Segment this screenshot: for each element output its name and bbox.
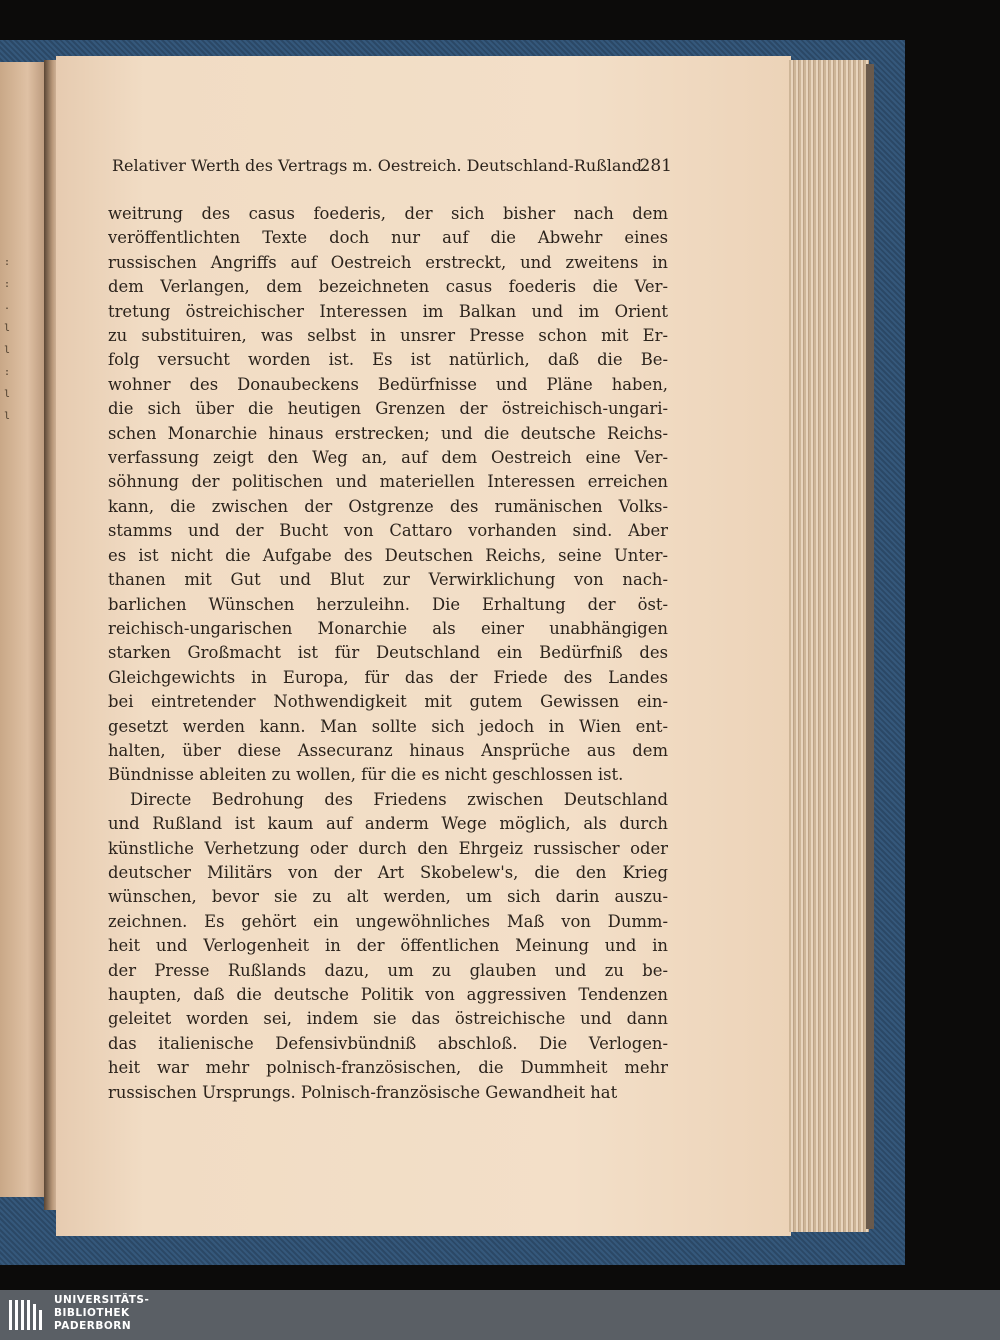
text-line: künstliche Verhetzung oder durch den Ehrgeiz russischer oder [108, 838, 668, 858]
text-line: heit war mehr polnisch-französischen, die Dummheit mehr [108, 1058, 668, 1078]
left-page-fragments [0, 252, 10, 428]
text-line: Gleichgewichts in Europa, für das der Friede des Landes [108, 667, 668, 687]
text-line: thanen mit Gut und Blut zur Verwirklichung von nach- [108, 570, 668, 590]
left-fragment: l [3, 411, 10, 422]
running-title: Relativer Werth des Vertrags m. Oestreich. Deutschland-Rußland. [112, 156, 648, 175]
left-fragment: . [3, 301, 10, 312]
library-logo-text [54, 1294, 149, 1333]
left-fragment: l [3, 323, 10, 334]
text-line: und Rußland ist kaum auf anderm Wege möglich, als durch [108, 814, 668, 834]
text-line: das italienische Defensivbündniß abschloß. Die Verlogen- [108, 1033, 668, 1053]
text-line: barlichen Wünschen herzuleihn. Die Erhaltung der öst- [108, 594, 668, 614]
page-number: 281 [639, 156, 672, 176]
logo-line: PADERBORN [54, 1320, 132, 1332]
text-line: geleitet worden sei, indem sie das östreichische und dann [108, 1009, 668, 1029]
running-header [112, 156, 672, 175]
text-line: wünschen, bevor sie zu alt werden, um sich darin auszu- [108, 887, 668, 907]
page-stack-shadow [866, 64, 874, 1229]
text-line: veröffentlichten Texte doch nur auf die Abwehr eines [108, 228, 668, 248]
text-line: der Presse Rußlands dazu, um zu glauben und zu be- [108, 960, 668, 980]
body-text [108, 202, 668, 1105]
logo-line: UNIVERSITÄTS- [54, 1294, 150, 1306]
text-line: stamms und der Bucht von Cattaro vorhanden sind. Aber [108, 521, 668, 541]
text-line: russischen Ursprungs. Polnisch-französische Gewandheit hat [108, 1082, 618, 1102]
logo-line: BIBLIOTHEK [54, 1307, 130, 1319]
text-line: bei eintretender Nothwendigkeit mit gutem Gewissen ein- [108, 692, 668, 712]
text-line: tretung östreichischer Interessen im Balkan und im Orient [108, 301, 668, 321]
left-fragment: l [3, 389, 10, 400]
text-line: gesetzt werden kann. Man sollte sich jedoch in Wien ent- [108, 716, 668, 736]
text-line: folg versucht worden ist. Es ist natürlich, daß die Be- [108, 350, 668, 370]
left-fragment: l [3, 345, 10, 356]
text-line: es ist nicht die Aufgabe des Deutschen Reichs, seine Unter- [108, 545, 668, 565]
text-line: verfassung zeigt den Weg an, auf dem Oestreich eine Ver- [108, 448, 668, 468]
text-line: söhnung der politischen und materiellen Interessen erreichen [108, 472, 668, 492]
text-line: weitrung des casus foederis, der sich bisher nach dem [108, 204, 668, 223]
left-fragment: : [3, 367, 10, 378]
text-line: starken Großmacht ist für Deutschland ein Bedürfniß des [108, 643, 668, 663]
library-logo-icon [8, 1296, 46, 1334]
text-line: deutscher Militärs von der Art Skobelew's, die den Krieg [108, 862, 668, 882]
text-line: haupten, daß die deutsche Politik von aggressiven Tendenzen [108, 985, 668, 1004]
text-line: Bündnisse ableiten zu wollen, für die es nicht geschlossen ist. [108, 765, 624, 785]
text-line: zu substituiren, was selbst in unsrer Presse schon mit Er- [108, 326, 668, 346]
text-line: zeichnen. Es gehört ein ungewöhnliches Maß von Dumm- [108, 911, 668, 931]
left-fragment: : [3, 279, 10, 290]
text-line: kann, die zwischen der Ostgrenze des rumänischen Volks- [108, 496, 668, 516]
text-line: wohner des Donaubeckens Bedürfnisse und Pläne haben, [108, 374, 668, 394]
page-stack-edges [789, 60, 869, 1232]
text-line: russischen Angriffs auf Oestreich erstreckt, und zweitens in [108, 252, 668, 272]
left-page-edge [0, 62, 46, 1197]
text-line: Directe Bedrohung des Friedens zwischen Deutschland [130, 789, 668, 809]
text-line: heit und Verlogenheit in der öffentlichen Meinung und in [108, 936, 668, 956]
footer-bar [0, 1290, 1000, 1340]
text-line: dem Verlangen, dem bezeichneten casus foederis die Ver- [108, 277, 668, 297]
text-line: die sich über die heutigen Grenzen der östreichisch-ungari- [108, 399, 668, 419]
left-fragment: : [3, 257, 10, 268]
text-line: reichisch-ungarischen Monarchie als einer unabhängigen [108, 618, 668, 638]
text-line: schen Monarchie hinaus erstrecken; und die deutsche Reichs- [108, 423, 668, 443]
text-line: halten, über diese Assecuranz hinaus Ansprüche aus dem [108, 740, 668, 760]
